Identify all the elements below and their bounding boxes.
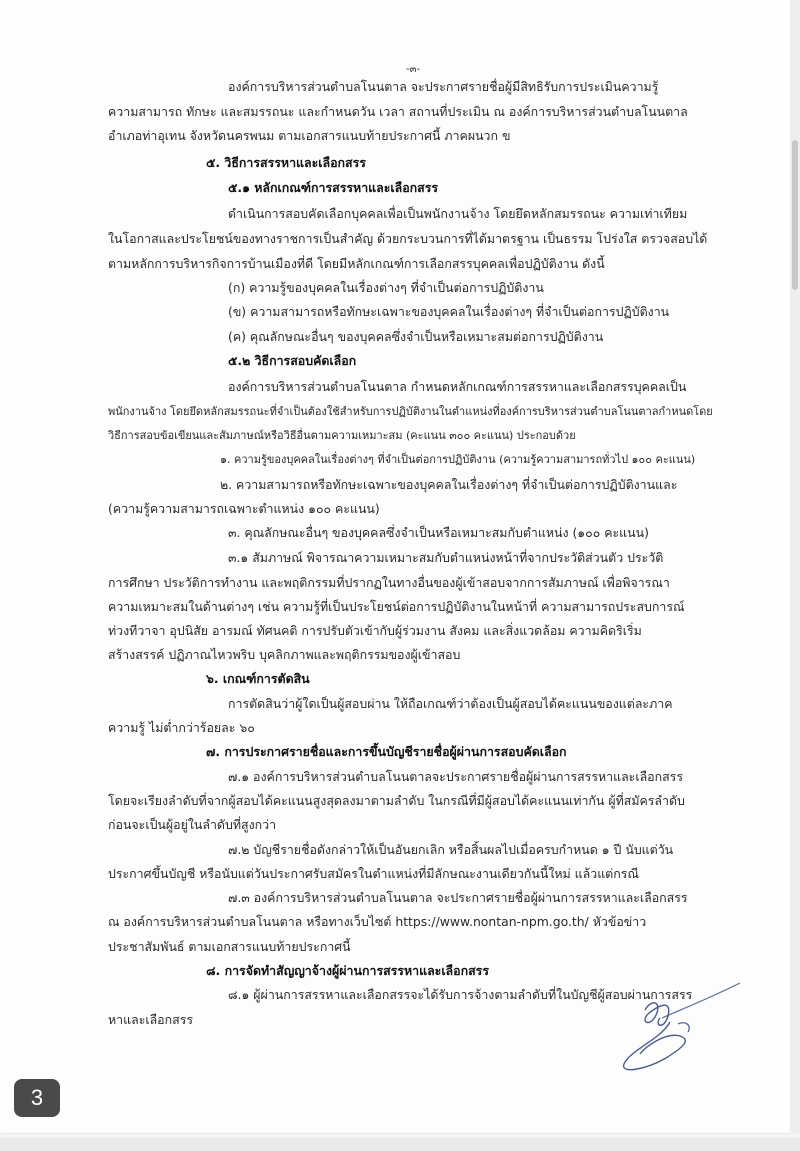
text-line: ๗.๑ องค์การบริหารส่วนตำบลโนนตาลจะประกาศรายชื่อผู้ผ่านการสรรหาและเลือกสรร bbox=[228, 769, 683, 784]
text-line: ความเหมาะสมในด้านต่างๆ เช่น ความรู้ที่เป็นประโยชน์ต่อการปฏิบัติงานในหน้าที่ ความสามารถประสบการณ์ bbox=[108, 599, 685, 614]
text-line: ในโอกาสและประโยชน์ของทางราชการเป็นสำคัญ ด้วยกระบวนการที่ได้มาตรฐาน เป็นธรรม โปร่งใส ตรวจสอบได้ bbox=[108, 231, 708, 246]
text-line: ณ องค์การบริหารส่วนตำบลโนนตาล หรือทางเว็บไซต์ https://www.nontan-npm.go.th/ หัวข้อข่าว bbox=[108, 914, 647, 929]
text-line: ประชาสัมพันธ์ ตามเอกสารแนบท้ายประกาศนี้ bbox=[108, 939, 351, 954]
text-line: ๓.๑ สัมภาษณ์ พิจารณาความเหมาะสมกับตำแหน่งหน้าที่จากประวัติส่วนตัว ประวัติ bbox=[228, 550, 664, 565]
list-item: ๑. ความรู้ของบุคคลในเรื่องต่างๆ ที่จำเป็นต่อการปฏิบัติงาน (ความรู้ความสามารถทั่วไป ๑๐๐ คะแนน) bbox=[220, 453, 696, 466]
text-line: ๘.๑ ผู้ผ่านการสรรหาและเลือกสรรจะได้รับการจ้างตามลำดับที่ในบัญชีผู้สอบผ่านการสรร bbox=[228, 987, 693, 1002]
text-line: สร้างสรรค์ ปฏิภาณไหวพริบ บุคลิกภาพและพฤติกรรมของผู้เข้าสอบ bbox=[108, 647, 461, 662]
text-line: ท่วงทีวาจา อุปนิสัย อารมณ์ ทัศนคติ การปรับตัวเข้ากับผู้ร่วมงาน สังคม และสิ่งแวดล้อม ความคิดริเริ่ม bbox=[108, 623, 642, 638]
text-line: ตามหลักการบริหารกิจการบ้านเมืองที่ดี โดยมีหลักเกณฑ์การเลือกสรรบุคคลเพื่อปฏิบัติงาน ดังนี้ bbox=[108, 256, 605, 271]
list-item: ๒. ความสามารถหรือทักษะเฉพาะของบุคคลในเรื่องต่างๆ ที่จำเป็นต่อการปฏิบัติงานและ bbox=[220, 477, 678, 492]
text-line: องค์การบริหารส่วนตำบลโนนตาล จะประกาศรายชื่อผู้มีสิทธิรับการประเมินความรู้ bbox=[228, 79, 659, 94]
text-line: ดำเนินการสอบคัดเลือกบุคคลเพื่อเป็นพนักงานจ้าง โดยยึดหลักสมรรถนะ ความเท่าเทียม bbox=[228, 206, 688, 221]
text-line: ความสามารถ ทักษะ และสมรรถนะ และกำหนดวัน เวลา สถานที่ประเมิน ณ องค์การบริหารส่วนตำบลโนนตาล bbox=[108, 104, 688, 119]
text-line: ๗.๓ องค์การบริหารส่วนตำบลโนนตาล จะประกาศรายชื่อผู้ผ่านการสรรหาและเลือกสรร bbox=[228, 890, 688, 905]
list-item: (ก) ความรู้ของบุคคลในเรื่องต่างๆ ที่จำเป็นต่อการปฏิบัติงาน bbox=[228, 280, 544, 295]
text-line: โดยจะเรียงลำดับที่จากผู้สอบได้คะแนนสูงสุดลงมาตามลำดับ ในกรณีที่มีผู้สอบได้คะแนนเท่ากัน ผู้ที่สมัครลำดับ bbox=[108, 793, 685, 808]
text-line: อำเภอท่าอุเทน จังหวัดนครพนม ตามเอกสารแนบท้ายประกาศนี้ ภาคผนวก ข bbox=[108, 128, 511, 143]
text-line: วิธีการสอบข้อเขียนและสัมภาษณ์หรือวิธีอื่นตามความเหมาะสม (คะแนน ๓๐๐ คะแนน) ประกอบด้วย bbox=[108, 429, 576, 442]
list-item: (ข) ความสามารถหรือทักษะเฉพาะของบุคคลในเรื่องต่างๆ ที่จำเป็นต่อการปฏิบัติงาน bbox=[228, 304, 670, 319]
section-heading: ๕. วิธีการสรรหาและเลือกสรร bbox=[206, 155, 366, 170]
section-heading: ๗. การประกาศรายชื่อและการขึ้นบัญชีรายชื่อผู้ผ่านการสอบคัดเลือก bbox=[206, 744, 567, 759]
page-header-number: -๓- bbox=[406, 64, 421, 75]
section-heading: ๖. เกณฑ์การตัดสิน bbox=[206, 671, 310, 686]
scrollbar-thumb[interactable] bbox=[792, 140, 798, 290]
text-line: การศึกษา ประวัติการทำงาน และพฤติกรรมที่ปรากฏในทางอื่นของผู้เข้าสอบจากการสัมภาษณ์ เพื่อพิจารณา bbox=[108, 575, 670, 590]
section-heading: ๘. การจัดทำสัญญาจ้างผู้ผ่านการสรรหาและเลือกสรร bbox=[206, 963, 489, 978]
signature bbox=[600, 980, 750, 1075]
page-number-badge: 3 bbox=[14, 1079, 60, 1117]
text-line: หาและเลือกสรร bbox=[108, 1012, 194, 1027]
text-line: ๗.๒ บัญชีรายชื่อดังกล่าวให้เป็นอันยกเลิก หรือสิ้นผลไปเมื่อครบกำหนด ๑ ปี นับแต่วัน bbox=[228, 842, 674, 857]
vertical-scrollbar[interactable] bbox=[790, 0, 800, 1133]
text-line: องค์การบริหารส่วนตำบลโนนตาล กำหนดหลักเกณฑ์การสรรหาและเลือกสรรบุคคลเป็น bbox=[228, 379, 687, 394]
list-item: ๓. คุณลักษณะอื่นๆ ของบุคคลซึ่งจำเป็นหรือเหมาะสมกับตำแหน่ง (๑๐๐ คะแนน) bbox=[228, 525, 649, 540]
text-line: ความรู้ ไม่ต่ำกว่าร้อยละ ๖๐ bbox=[108, 720, 255, 735]
text-line: ประกาศขึ้นบัญชี หรือนับแต่วันประกาศรับสมัครในตำแหน่งที่มีลักษณะงานเดียวกันนี้ใหม่ แล้วแต่กรณี bbox=[108, 866, 639, 881]
next-page-edge bbox=[0, 1138, 800, 1151]
subsection-heading: ๕.๑ หลักเกณฑ์การสรรหาและเลือกสรร bbox=[228, 180, 439, 195]
text-line: ก่อนจะเป็นผู้อยู่ในลำดับที่สูงกว่า bbox=[108, 817, 277, 832]
text-line: การตัดสินว่าผู้ใดเป็นผู้สอบผ่าน ให้ถือเกณฑ์ว่าต้องเป็นผู้สอบได้คะแนนของแต่ละภาค bbox=[228, 696, 673, 711]
text-line: พนักงานจ้าง โดยยึดหลักสมรรถนะที่จำเป็นต้องใช้สำหรับการปฏิบัติงานในตำแหน่งที่องค์การบริหารส่วนตำบลโนนตาลกำหนดโดย bbox=[108, 405, 713, 418]
subsection-heading: ๕.๒ วิธีการสอบคัดเลือก bbox=[228, 353, 357, 368]
list-item: (ค) คุณลักษณะอื่นๆ ของบุคคลซึ่งจำเป็นหรือเหมาะสมต่อการปฏิบัติงาน bbox=[228, 329, 604, 344]
text-line: (ความรู้ความสามารถเฉพาะตำแหน่ง ๑๐๐ คะแนน) bbox=[108, 501, 380, 516]
